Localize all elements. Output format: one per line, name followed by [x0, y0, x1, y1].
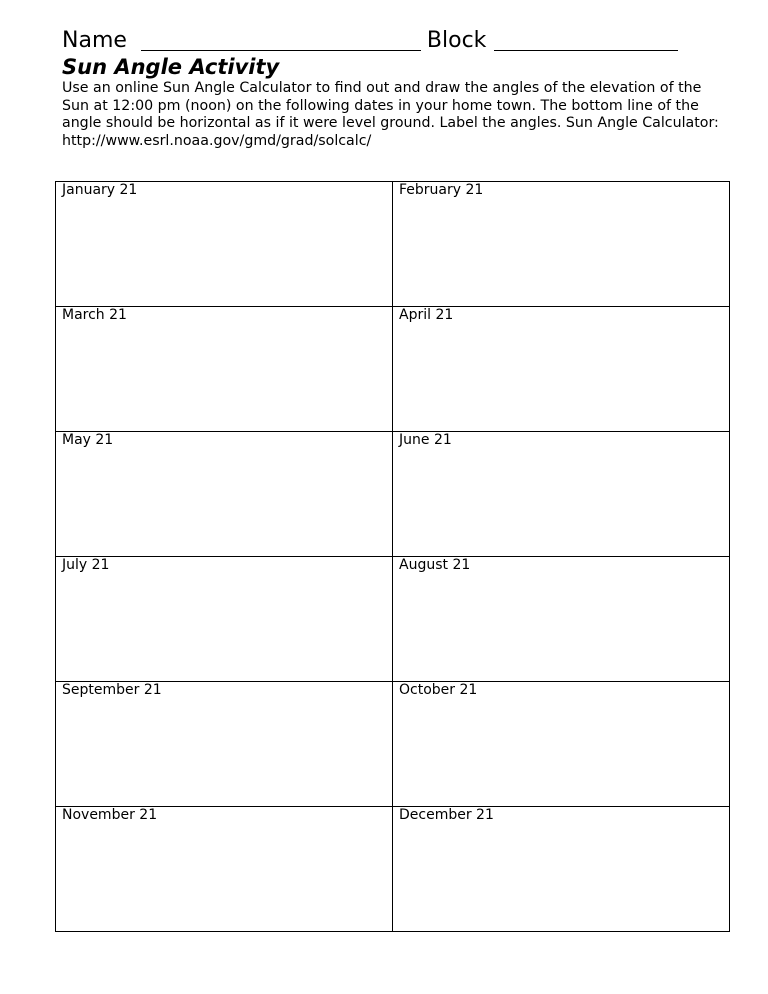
- date-cell[interactable]: [56, 807, 393, 932]
- date-label: November 21: [62, 807, 158, 823]
- date-label: January 21: [62, 182, 138, 198]
- date-label: October 21: [399, 682, 478, 698]
- block-blank[interactable]: [494, 28, 678, 51]
- date-cell[interactable]: [56, 307, 393, 432]
- date-cell[interactable]: [56, 682, 393, 807]
- date-label: July 21: [62, 557, 110, 573]
- date-label: February 21: [399, 182, 484, 198]
- date-cell[interactable]: [393, 557, 730, 682]
- name-label: Name: [62, 28, 127, 53]
- block-label: Block: [426, 28, 487, 53]
- instructions-paragraph: Use an online Sun Angle Calculator to find out and draw the angles of the elevation of the Sun at 12:00 pm (noon) on the following dates in your home town. The bottom line of the angle should be horizontal as if it were level ground. Label the angles. Sun Angle Calculator: http://www.esrl.noaa.gov/gmd/grad/solcalc/: [62, 80, 719, 149]
- date-grid: [55, 181, 730, 932]
- grid-row: [56, 182, 730, 307]
- date-cell[interactable]: [393, 182, 730, 307]
- grid-row: [56, 807, 730, 932]
- header-line: [62, 26, 722, 56]
- date-label: May 21: [62, 432, 114, 448]
- grid-row: [56, 432, 730, 557]
- grid-row: [56, 682, 730, 807]
- date-label: April 21: [399, 307, 454, 323]
- date-cell[interactable]: [393, 307, 730, 432]
- date-cell[interactable]: [56, 557, 393, 682]
- date-cell[interactable]: [56, 432, 393, 557]
- page-title: Sun Angle Activity: [62, 55, 280, 79]
- date-cell[interactable]: [393, 432, 730, 557]
- date-label: December 21: [399, 807, 494, 823]
- date-cell[interactable]: [56, 182, 393, 307]
- date-label: June 21: [399, 432, 452, 448]
- name-blank[interactable]: [141, 28, 421, 51]
- date-cell[interactable]: [393, 807, 730, 932]
- date-cell[interactable]: [393, 682, 730, 807]
- grid-row: [56, 557, 730, 682]
- date-label: March 21: [62, 307, 127, 323]
- date-label: September 21: [62, 682, 162, 698]
- grid-row: [56, 307, 730, 432]
- date-label: August 21: [399, 557, 471, 573]
